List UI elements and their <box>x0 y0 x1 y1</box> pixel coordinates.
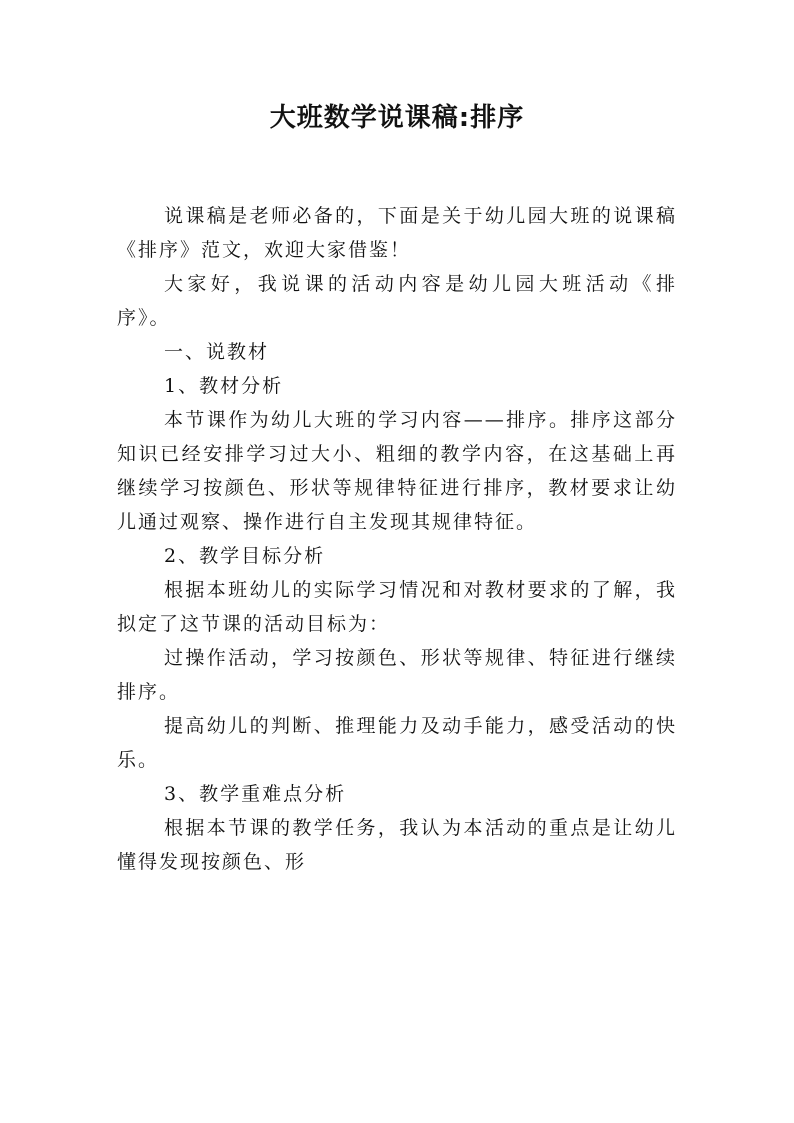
subheading-key-difficulties: 3、教学重难点分析 <box>164 783 347 805</box>
paragraph-material-analysis: 本节课作为幼儿大班的学习内容——排序。排序这部分知识已经安排学习过大小、粗细的教学内容，在这基础上再继续学习按颜色、形状等规律特征进行排序，教材要求让幼儿通过观察、操作进行自主发现其规律特征。 <box>117 409 677 533</box>
paragraph-objectives-intro: 根据本班幼儿的实际学习情况和对教材要求的了解，我拟定了这节课的活动目标为： <box>117 579 677 635</box>
paragraph-key-difficulties: 根据本节课的教学任务，我认为本活动的重点是让幼儿懂得发现按颜色、形 <box>117 817 677 873</box>
paragraph-objective-1: 过操作活动，学习按颜色、形状等规律、特征进行继续排序。 <box>117 647 677 703</box>
paragraph-intro: 说课稿是老师必备的，下面是关于幼儿园大班的说课稿《排序》范文，欢迎大家借鉴！ <box>117 205 677 261</box>
subheading-material-analysis: 1、教材分析 <box>164 375 284 397</box>
document-body <box>117 199 677 879</box>
document-title: 大班数学说课稿:排序 <box>269 103 525 133</box>
section-heading-teaching-material: 一、说教材 <box>164 341 270 363</box>
subheading-objectives-analysis: 2、教学目标分析 <box>164 545 326 567</box>
paragraph-greeting: 大家好，我说课的活动内容是幼儿园大班活动《排序》。 <box>117 273 677 329</box>
paragraph-objective-2: 提高幼儿的判断、推理能力及动手能力，感受活动的快乐。 <box>117 715 677 771</box>
